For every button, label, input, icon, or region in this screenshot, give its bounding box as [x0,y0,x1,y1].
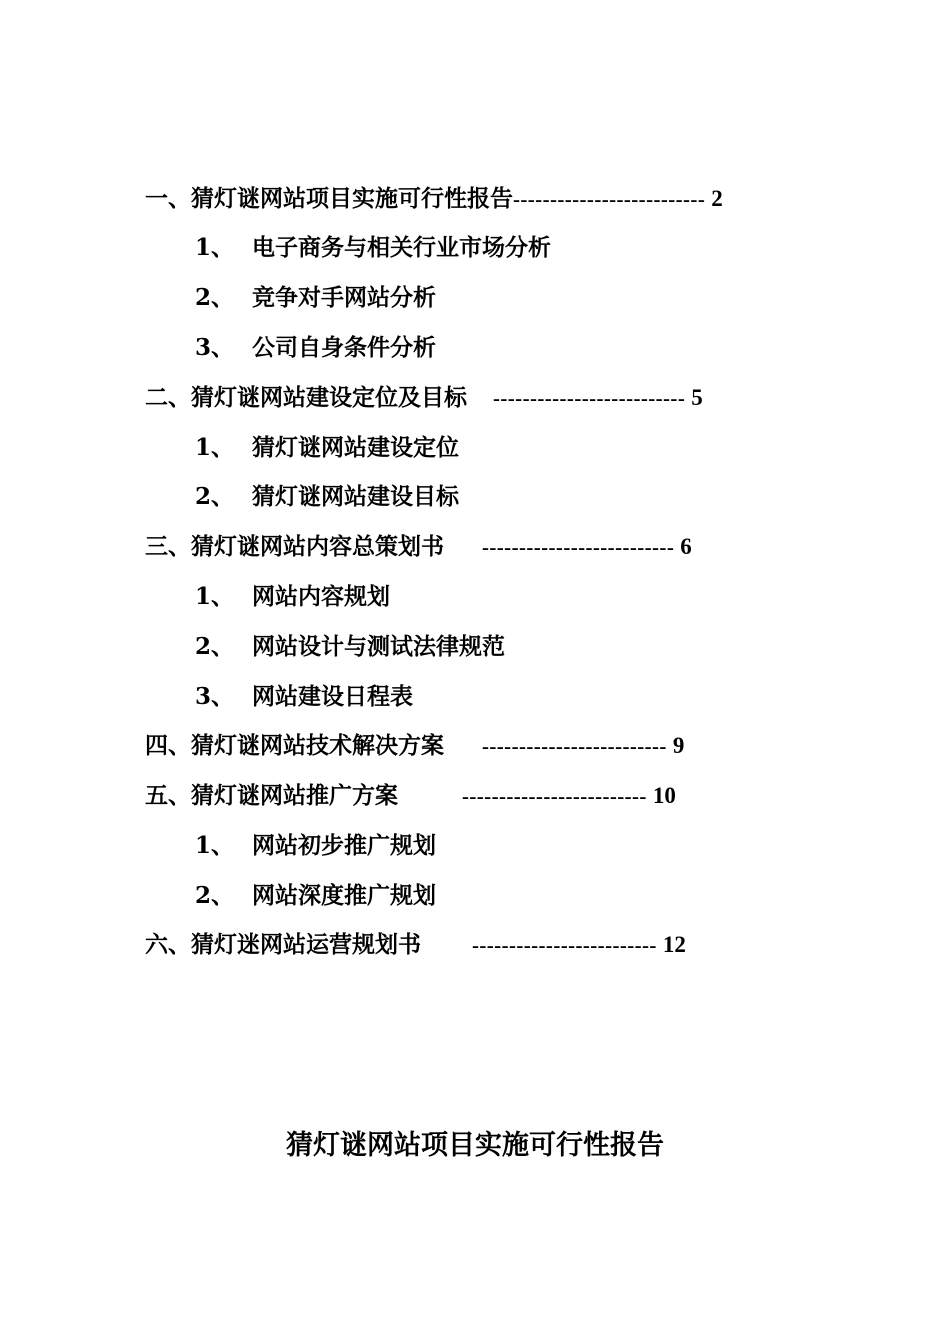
toc-entry-3-3[interactable] [195,680,695,714]
toc-leader: -------------------------- [482,535,675,559]
toc-sub-label: 网站深度推广规划 [252,882,436,909]
toc-sub-label: 猜灯谜网站建设定位 [252,434,459,461]
toc-sub-label: 网站设计与测试法律规范 [252,633,505,660]
toc-sub-label: 网站初步推广规划 [252,832,436,859]
toc-entry-1[interactable] [145,182,723,216]
toc-entry-2[interactable] [145,381,703,415]
toc-sub-number: 2、 [195,633,235,660]
toc-entry-3-2[interactable] [195,630,695,664]
toc-sub-label: 电子商务与相关行业市场分析 [252,234,551,261]
toc-sub-label: 公司自身条件分析 [252,334,436,361]
toc-leader: ------------------------- [472,933,657,957]
toc-page-number: 5 [691,385,703,410]
toc-leader: ------------------------- [462,784,647,808]
toc-entry-label: 三、猜灯谜网站内容总策划书 [145,533,444,560]
toc-sub-number: 2、 [195,882,235,909]
toc-sub-label: 猜灯谜网站建设目标 [252,483,459,510]
toc-entry-4[interactable] [145,729,684,763]
toc-entry-2-1[interactable] [195,431,695,465]
toc-entry-label: 六、猜灯迷网站运营规划书 [145,931,421,958]
toc-sub-label: 网站内容规划 [252,583,390,610]
toc-sub-number: 1、 [195,434,235,461]
toc-sub-number: 2、 [195,284,235,311]
toc-entry-label: 二、猜灯谜网站建设定位及目标 [145,384,467,411]
toc-sub-label: 网站建设日程表 [252,683,413,710]
toc-sub-number: 3、 [195,334,235,361]
toc-entry-1-3[interactable] [195,331,695,365]
toc-entry-label: 四、猜灯谜网站技术解决方案 [145,732,444,759]
toc-sub-number: 3、 [195,683,235,710]
toc-entry-3[interactable] [145,530,692,564]
document-title: 猜灯谜网站项目实施可行性报告 [286,1130,664,1161]
toc-entry-1-2[interactable] [195,281,695,315]
toc-sub-number: 2、 [195,483,235,510]
toc-leader: -------------------------- [493,386,686,410]
toc-sub-number: 1、 [195,832,235,859]
toc-entry-5-2[interactable] [195,879,695,913]
toc-entry-5-1[interactable] [195,829,695,863]
toc-sub-number: 1、 [195,583,235,610]
toc-page-number: 2 [711,186,723,211]
toc-page-number: 6 [680,534,692,559]
toc-leader: -------------------------- [513,187,706,211]
toc-entry-1-1[interactable] [195,231,695,265]
toc-sub-number: 1、 [195,234,235,261]
toc-entry-label: 一、猜灯谜网站项目实施可行性报告 [145,185,513,212]
toc-entry-5[interactable] [145,779,676,813]
toc-entry-2-2[interactable] [195,480,695,514]
toc-sub-label: 竞争对手网站分析 [252,284,436,311]
toc-entry-6[interactable] [145,928,686,962]
toc-page-number: 10 [652,783,676,808]
toc-page-number: 9 [672,733,685,758]
toc-leader: ------------------------- [482,734,667,758]
toc-entry-3-1[interactable] [195,580,695,614]
toc-page-number: 12 [662,932,686,957]
toc-entry-label: 五、猜灯谜网站推广方案 [145,782,398,809]
